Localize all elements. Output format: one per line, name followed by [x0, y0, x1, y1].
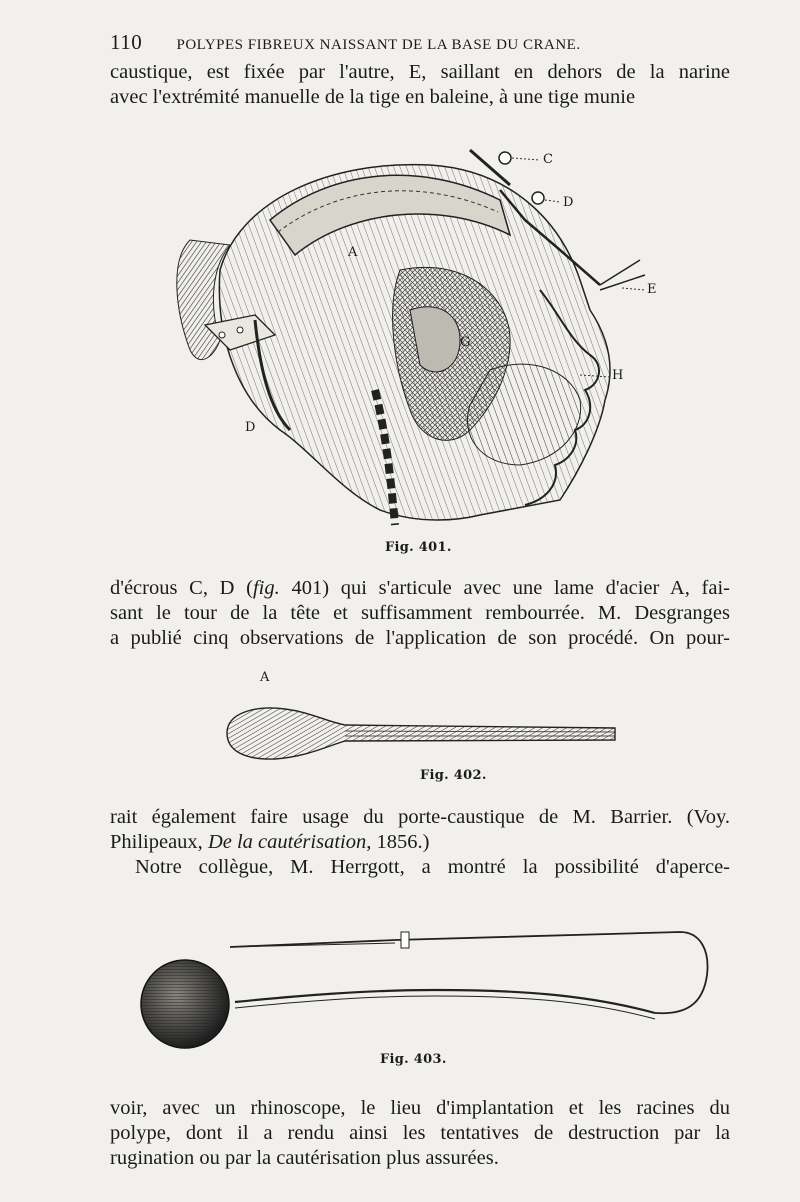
paragraph-1	[110, 60, 730, 110]
label-d-strap: D	[245, 420, 256, 435]
text-line: d'écrous C, D (fig. 401) qui s'articule avec une lame d'acier A, fai-	[110, 577, 730, 599]
running-header	[110, 30, 670, 55]
running-title: POLYPES FIBREUX NAISSANT DE LA BASE DU CRANE.	[176, 37, 581, 53]
label-g: G	[460, 335, 471, 350]
paragraph-2	[110, 576, 730, 651]
text-line: Notre collègue, M. Herrgott, a montré la possibilité d'aperce-	[135, 856, 730, 878]
head-apparatus-engraving	[160, 140, 680, 540]
text-line: avec l'extrémité manuelle de la tige en baleine, à une tige munie	[110, 86, 636, 108]
paragraph-4	[110, 1096, 730, 1171]
figure-401-illustration	[160, 140, 680, 540]
label-d: D	[563, 195, 574, 210]
text-line: a publié cinq observations de l'application de son procédé. On pour-	[110, 627, 730, 649]
paragraph-3	[110, 805, 730, 880]
text-line: voir, avec un rhinoscope, le lieu d'implantation et les racines du	[110, 1097, 730, 1119]
figure-402-illustration	[215, 695, 625, 770]
figure-403-caption: Fig. 403.	[380, 1052, 447, 1067]
figure-402-caption: Fig. 402.	[420, 768, 487, 783]
label-h: H	[612, 368, 624, 383]
page-number: 110	[110, 30, 143, 54]
figure-403-illustration	[135, 920, 715, 1050]
text-line: rugination ou par la cautérisation plus assurées.	[110, 1147, 499, 1169]
label-c: C	[543, 152, 553, 167]
text-line: polype, dont il a rendu ainsi les tentatives de destruction par la	[110, 1122, 730, 1144]
label-a: A	[348, 245, 358, 260]
text-line: caustique, est fixée par l'autre, E, saillant en dehors de la narine	[110, 61, 730, 83]
label-e: E	[647, 282, 657, 297]
text-line: Philipeaux, De la cautérisation, 1856.)	[110, 831, 430, 853]
label-a-402: A	[260, 670, 270, 685]
text-line: rait également faire usage du porte-caustique de M. Barrier. (Voy.	[110, 806, 730, 828]
figure-401-caption: Fig. 401.	[385, 540, 452, 555]
text-line: sant le tour de la tête et suffisamment rembourrée. M. Desgranges	[110, 602, 730, 624]
bulb-caustic-holder-engraving	[135, 920, 715, 1050]
spatula-engraving	[215, 695, 625, 770]
